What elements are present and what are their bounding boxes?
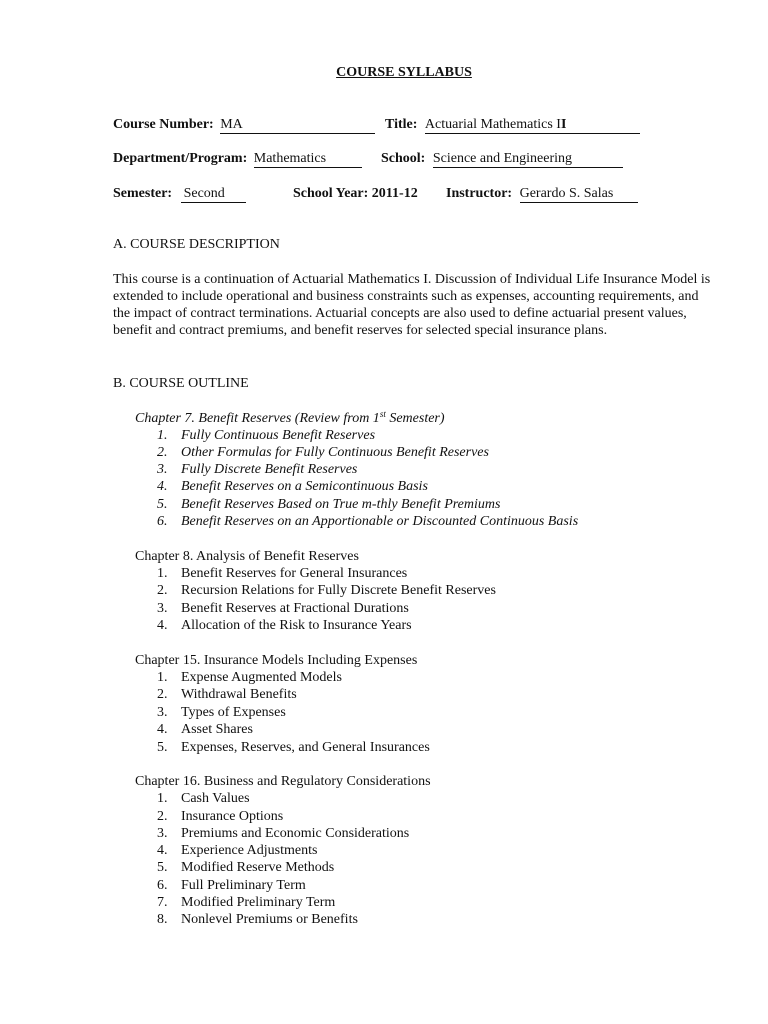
item-number: 6. xyxy=(157,514,168,529)
semester-value: Second xyxy=(181,185,246,203)
item-number: 4. xyxy=(157,722,168,737)
page-title: COURSE SYLLABUS xyxy=(336,65,472,80)
item-text: Full Preliminary Term xyxy=(181,878,306,893)
list-item xyxy=(157,565,407,582)
item-text: Types of Expenses xyxy=(181,705,286,720)
item-number: 5. xyxy=(157,497,168,512)
item-text: Modified Preliminary Term xyxy=(181,895,336,910)
list-item xyxy=(157,842,317,859)
chapter-8-title: Chapter 8. Analysis of Benefit Reserves xyxy=(135,549,359,564)
item-number: 4. xyxy=(157,843,168,858)
list-item xyxy=(157,704,286,721)
item-number: 6. xyxy=(157,878,168,893)
list-item xyxy=(157,808,283,825)
item-number: 5. xyxy=(157,740,168,755)
item-text: Modified Reserve Methods xyxy=(181,860,335,875)
course-number-label: Course Number: xyxy=(113,117,214,132)
school-value: Science and Engineering xyxy=(433,150,623,168)
instructor-row xyxy=(446,185,638,203)
school-label: School: xyxy=(381,151,426,166)
item-text: Insurance Options xyxy=(181,809,284,824)
item-number: 3. xyxy=(157,705,168,720)
item-number: 8. xyxy=(157,912,168,927)
item-number: 5. xyxy=(157,860,168,875)
instructor-label: Instructor: xyxy=(446,186,513,201)
list-item xyxy=(157,739,430,756)
item-number: 1. xyxy=(157,566,168,581)
list-item xyxy=(157,686,297,703)
list-item xyxy=(157,721,253,738)
list-item xyxy=(157,600,409,617)
list-item xyxy=(157,894,335,911)
school-row xyxy=(381,150,623,168)
department-value: Mathematics xyxy=(254,150,362,168)
list-item xyxy=(157,790,250,807)
item-number: 4. xyxy=(157,618,168,633)
item-number: 4. xyxy=(157,479,168,494)
item-number: 2. xyxy=(157,445,168,460)
item-text: Nonlevel Premiums or Benefits xyxy=(181,912,358,927)
chapter-7-title-sup: st xyxy=(379,409,386,419)
list-item xyxy=(157,496,500,513)
list-item xyxy=(157,582,496,599)
list-item xyxy=(157,444,489,461)
list-item xyxy=(157,617,412,634)
item-text: Benefit Reserves Based on True m-thly Benefit Premiums xyxy=(181,497,501,512)
item-number: 1. xyxy=(157,791,168,806)
item-text: Allocation of the Risk to Insurance Years xyxy=(181,618,412,633)
list-item xyxy=(157,427,375,444)
item-text: Benefit Reserves at Fractional Durations xyxy=(181,601,409,616)
item-number: 3. xyxy=(157,601,168,616)
instructor-value: Gerardo S. Salas xyxy=(520,185,638,203)
chapter-7-title-main: Chapter 7. Benefit Reserves (Review from 1 xyxy=(135,411,380,426)
list-item xyxy=(157,513,578,530)
item-text: Fully Discrete Benefit Reserves xyxy=(181,462,358,477)
item-text: Benefit Reserves on an Apportionable or Discounted Continuous Basis xyxy=(181,514,579,529)
title-value-bold: I xyxy=(560,117,567,132)
list-item xyxy=(157,669,342,686)
list-item xyxy=(157,877,306,894)
title-value-main: Actuarial Mathematics I xyxy=(424,117,561,132)
semester-row xyxy=(113,185,246,203)
department-label: Department/Program: xyxy=(113,151,248,166)
section-b-heading: B. COURSE OUTLINE xyxy=(113,376,249,391)
list-item xyxy=(157,859,334,876)
item-text: Benefit Reserves for General Insurances xyxy=(181,566,408,581)
department-row xyxy=(113,150,362,168)
chapter-7-title-end: Semester) xyxy=(385,411,445,426)
list-item xyxy=(157,478,428,495)
chapter-15-title: Chapter 15. Insurance Models Including Expenses xyxy=(135,653,418,668)
school-year-row xyxy=(293,185,418,202)
chapter-16-title: Chapter 16. Business and Regulatory Considerations xyxy=(135,774,431,789)
item-text: Expenses, Reserves, and General Insurances xyxy=(181,740,430,755)
item-number: 1. xyxy=(157,670,168,685)
title-label: Title: xyxy=(385,117,418,132)
item-text: Other Formulas for Fully Continuous Benefit Reserves xyxy=(181,445,489,460)
item-number: 2. xyxy=(157,809,168,824)
semester-label: Semester: xyxy=(113,186,173,201)
course-number-value: MA xyxy=(220,116,375,134)
list-item xyxy=(157,911,358,928)
item-text: Cash Values xyxy=(181,791,250,806)
item-text: Benefit Reserves on a Semicontinuous Basis xyxy=(181,479,428,494)
title-row xyxy=(385,116,640,134)
item-number: 7. xyxy=(157,895,168,910)
item-text: Recursion Relations for Fully Discrete Benefit Reserves xyxy=(181,583,496,598)
item-number: 2. xyxy=(157,583,168,598)
list-item xyxy=(157,825,409,842)
chapter-7-title xyxy=(135,410,445,427)
course-description: This course is a continuation of Actuarial Mathematics I. Discussion of Individual Life Insurance Model is extended to include operational and business constraints such as expenses, accounting requirements, and the impact of contract terminations. Actuarial concepts are also used to define actuarial present values, benefit and contract premiums, and benefit reserves for selected special insurance plans. xyxy=(113,272,711,338)
item-text: Withdrawal Benefits xyxy=(181,687,297,702)
item-number: 1. xyxy=(157,428,168,443)
item-text: Expense Augmented Models xyxy=(181,670,342,685)
item-number: 3. xyxy=(157,826,168,841)
course-number-row xyxy=(113,116,375,134)
title-value xyxy=(425,116,640,134)
item-number: 2. xyxy=(157,687,168,702)
list-item xyxy=(157,461,357,478)
section-a-heading: A. COURSE DESCRIPTION xyxy=(113,237,280,252)
item-text: Asset Shares xyxy=(181,722,253,737)
item-number: 3. xyxy=(157,462,168,477)
item-text: Experience Adjustments xyxy=(181,843,318,858)
item-text: Fully Continuous Benefit Reserves xyxy=(181,428,376,443)
item-text: Premiums and Economic Considerations xyxy=(181,826,410,841)
school-year-label: School Year: 2011-12 xyxy=(293,186,418,201)
